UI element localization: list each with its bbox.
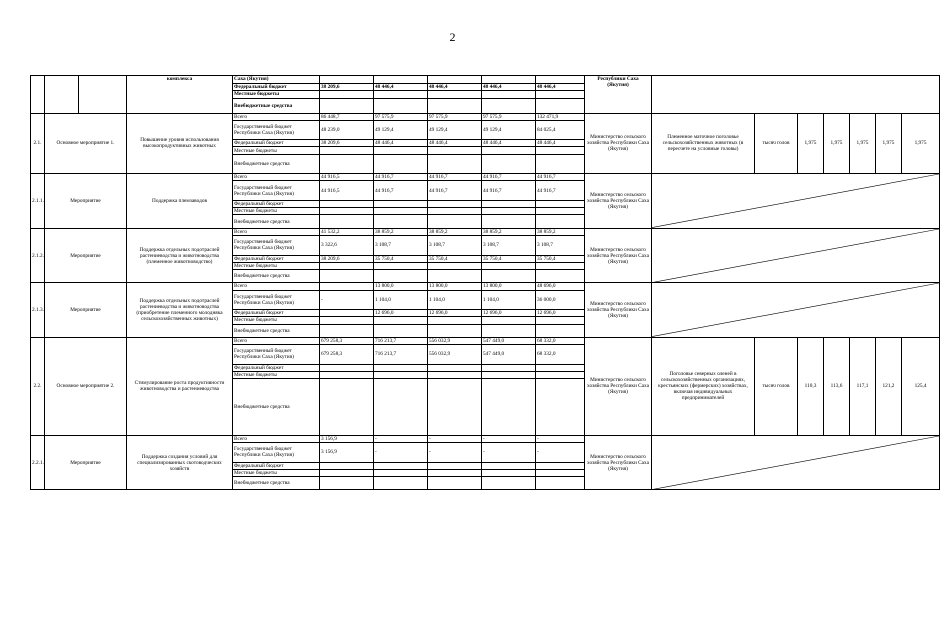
amount-cell	[428, 208, 482, 215]
amount-cell: 12 696,0	[482, 310, 536, 317]
amount-cell: 97 575,9	[428, 113, 482, 120]
amount-cell: -	[482, 435, 536, 442]
amount-cell	[536, 201, 585, 208]
amount-cell: 13 800,0	[374, 283, 428, 290]
amount-cell: 547 449,0	[482, 345, 536, 365]
amount-cell: 48 446,4	[482, 83, 536, 91]
row-code: 2.1.2.	[31, 228, 45, 283]
funding-source: Внебюджетные средства	[233, 269, 320, 282]
indicator-value: 117,1	[850, 337, 876, 435]
amount-cell	[374, 379, 428, 436]
amount-cell	[320, 262, 374, 269]
amount-cell	[320, 324, 374, 337]
funding-source: Всего	[233, 113, 320, 120]
amount-cell	[428, 317, 482, 324]
amount-cell	[374, 262, 428, 269]
amount-cell	[374, 364, 428, 371]
amount-cell	[374, 91, 428, 99]
amount-cell: 3 108,7	[536, 235, 585, 255]
amount-cell: 44 916,7	[428, 174, 482, 181]
amount-cell	[320, 371, 374, 378]
indicator-value: 121,2	[876, 337, 902, 435]
funding-source: Федеральный бюджет	[233, 462, 320, 469]
indicator-value: 1,975	[798, 113, 824, 174]
amount-cell: -	[374, 435, 428, 442]
amount-cell	[320, 208, 374, 215]
amount-cell	[536, 215, 585, 228]
amount-cell	[482, 154, 536, 174]
amount-cell	[428, 469, 482, 476]
amount-cell	[482, 379, 536, 436]
amount-cell: 44 916,7	[428, 181, 482, 201]
row-type: Мероприятие	[45, 228, 127, 283]
amount-cell: 35 750,4	[374, 255, 428, 262]
amount-cell	[536, 469, 585, 476]
executor-cell: Министерство сельского хозяйства Республики Саха (Якутия)	[585, 228, 652, 283]
row-name: Поддержка отдельных подотраслей растениеводства и животноводства (приобретение племенного молодняка сельскохозяйственных животных)	[127, 283, 233, 338]
amount-cell: 716 213,7	[374, 345, 428, 365]
table-row	[31, 283, 940, 290]
amount-cell: 49 129,4	[374, 120, 428, 140]
not-applicable-cell	[652, 228, 940, 283]
amount-cell: 48 446,4	[536, 83, 585, 91]
table-row	[31, 76, 940, 84]
amount-cell	[320, 317, 374, 324]
amount-cell: -	[320, 290, 374, 310]
amount-cell	[374, 371, 428, 378]
amount-cell	[482, 477, 536, 490]
amount-cell: -	[536, 443, 585, 463]
amount-cell	[482, 91, 536, 99]
amount-cell	[482, 208, 536, 215]
amount-cell: 12 696,0	[536, 310, 585, 317]
amount-cell: 48 446,4	[374, 140, 428, 147]
amount-cell	[320, 469, 374, 476]
amount-cell	[374, 269, 428, 282]
row-name: Стимулирование роста продуктивности животноводства и растениеводства	[127, 337, 233, 435]
funding-source: Внебюджетные средства	[233, 477, 320, 490]
amount-cell: 3 156,9	[320, 443, 374, 463]
executor-cell: Министерство сельского хозяйства Республики Саха (Якутия)	[585, 174, 652, 229]
amount-cell	[320, 91, 374, 99]
amount-cell: 679 258,3	[320, 337, 374, 344]
indicator-value: 125,4	[902, 337, 940, 435]
indicator-value: 1,975	[850, 113, 876, 174]
amount-cell: 48 446,4	[374, 83, 428, 91]
amount-cell	[320, 215, 374, 228]
amount-cell: 36 000,0	[536, 290, 585, 310]
section-name: комплекса	[127, 76, 233, 114]
amount-cell: 44 916,7	[374, 174, 428, 181]
amount-cell	[320, 283, 374, 290]
amount-cell	[482, 147, 536, 154]
amount-cell	[374, 76, 428, 84]
amount-cell	[428, 324, 482, 337]
amount-cell	[374, 324, 428, 337]
amount-cell: 38 859,2	[536, 228, 585, 235]
amount-cell: 556 032,9	[428, 345, 482, 365]
amount-cell	[482, 469, 536, 476]
indicator-value: 113,6	[824, 337, 850, 435]
amount-cell: 44 916,7	[374, 181, 428, 201]
amount-cell	[374, 98, 428, 113]
funding-source: Всего	[233, 337, 320, 344]
amount-cell: -	[536, 435, 585, 442]
funding-source: Федеральный бюджет	[233, 255, 320, 262]
row-type: Мероприятие	[45, 283, 127, 338]
funding-source: Всего	[233, 228, 320, 235]
indicator-value: 1,975	[824, 113, 850, 174]
not-applicable-cell	[652, 174, 940, 229]
amount-cell	[482, 269, 536, 282]
amount-cell: 556 032,9	[428, 337, 482, 344]
amount-cell: 41 532,2	[320, 228, 374, 235]
executor-cell: Республики Саха (Якутия)	[585, 76, 652, 114]
table-row	[31, 435, 940, 442]
funding-source: Федеральный бюджет	[233, 310, 320, 317]
funding-source: Государственный бюджет Республики Саха (Якутия)	[233, 235, 320, 255]
amount-cell	[320, 462, 374, 469]
row-code: 2.1.3.	[31, 283, 45, 338]
funding-source: Государственный бюджет Республики Саха (Якутия)	[233, 443, 320, 463]
funding-source: Федеральный бюджет	[233, 83, 320, 91]
amount-cell	[428, 371, 482, 378]
blank-cell	[31, 76, 45, 114]
amount-cell	[428, 147, 482, 154]
amount-cell: 38 859,2	[482, 228, 536, 235]
amount-cell: 3 108,7	[482, 235, 536, 255]
amount-cell	[428, 154, 482, 174]
amount-cell: 13 800,0	[428, 283, 482, 290]
amount-cell	[536, 324, 585, 337]
amount-cell: 97 575,9	[482, 113, 536, 120]
amount-cell	[374, 147, 428, 154]
funding-source: Местные бюджеты	[233, 262, 320, 269]
amount-cell	[428, 215, 482, 228]
amount-cell: 1 104,0	[482, 290, 536, 310]
funding-source: Местные бюджеты	[233, 317, 320, 324]
amount-cell	[320, 147, 374, 154]
funding-source: Местные бюджеты	[233, 147, 320, 154]
amount-cell	[536, 317, 585, 324]
blank-cell	[45, 76, 79, 114]
amount-cell: 49 129,4	[482, 120, 536, 140]
row-code: 2.2.1.	[31, 435, 45, 490]
amount-cell	[536, 98, 585, 113]
indicator-unit: тысяч голов	[755, 113, 798, 174]
amount-cell: 679 258,3	[320, 345, 374, 365]
amount-cell: 68 332,0	[536, 337, 585, 344]
funding-source: Местные бюджеты	[233, 371, 320, 378]
amount-cell	[536, 477, 585, 490]
funding-source: Внебюджетные средства	[233, 98, 320, 113]
amount-cell: 44 916,7	[482, 174, 536, 181]
amount-cell	[536, 147, 585, 154]
amount-cell: 38 209,6	[320, 140, 374, 147]
amount-cell: 44 916,5	[320, 174, 374, 181]
amount-cell	[374, 469, 428, 476]
amount-cell	[320, 364, 374, 371]
amount-cell	[482, 371, 536, 378]
amount-cell: 44 916,7	[536, 181, 585, 201]
funding-source: Внебюджетные средства	[233, 215, 320, 228]
executor-cell: Министерство сельского хозяйства Республики Саха (Якутия)	[585, 435, 652, 490]
amount-cell: 38 859,2	[374, 228, 428, 235]
indicator-name: Племенное маточное поголовье сельскохозяйственных животных (в пересчете на условные головы)	[652, 113, 755, 174]
program-table	[30, 75, 940, 490]
amount-cell	[536, 208, 585, 215]
amount-cell	[320, 154, 374, 174]
executor-cell: Министерство сельского хозяйства Республики Саха (Якутия)	[585, 283, 652, 338]
amount-cell: 1 104,0	[428, 290, 482, 310]
row-type: Основное мероприятие 2.	[45, 337, 127, 435]
amount-cell: 547 449,0	[482, 337, 536, 344]
amount-cell: -	[428, 435, 482, 442]
funding-source: Саха (Якутия)	[233, 76, 320, 84]
funding-source: Местные бюджеты	[233, 469, 320, 476]
amount-cell: 38 209,6	[320, 255, 374, 262]
amount-cell: 38 209,6	[320, 83, 374, 91]
funding-source: Внебюджетные средства	[233, 379, 320, 436]
amount-cell: 48 446,4	[482, 140, 536, 147]
funding-source: Местные бюджеты	[233, 91, 320, 99]
amount-cell	[320, 379, 374, 436]
amount-cell: 3 156,9	[320, 435, 374, 442]
funding-source: Федеральный бюджет	[233, 364, 320, 371]
funding-source: Местные бюджеты	[233, 208, 320, 215]
row-name: Поддержка отдельных подотраслей растениеводства и животноводства (племенное животноводство)	[127, 228, 233, 283]
amount-cell	[536, 379, 585, 436]
funding-source: Государственный бюджет Республики Саха (Якутия)	[233, 290, 320, 310]
amount-cell: 44 916,5	[320, 181, 374, 201]
amount-cell	[536, 262, 585, 269]
amount-cell: 48 696,0	[536, 283, 585, 290]
amount-cell	[536, 91, 585, 99]
amount-cell: 44 916,7	[536, 174, 585, 181]
amount-cell: 44 916,7	[482, 181, 536, 201]
amount-cell: -	[428, 443, 482, 463]
amount-cell: 35 750,4	[536, 255, 585, 262]
amount-cell	[482, 262, 536, 269]
amount-cell: 48 239,0	[320, 120, 374, 140]
funding-source: Федеральный бюджет	[233, 140, 320, 147]
amount-cell: 68 332,0	[536, 345, 585, 365]
amount-cell	[536, 154, 585, 174]
amount-cell: 84 025,4	[536, 120, 585, 140]
amount-cell: 3 322,6	[320, 235, 374, 255]
funding-source: Государственный бюджет Республики Саха (Якутия)	[233, 120, 320, 140]
indicator-unit: тысяч голов	[755, 337, 798, 435]
amount-cell	[374, 317, 428, 324]
amount-cell	[320, 310, 374, 317]
amount-cell	[428, 269, 482, 282]
table-row	[31, 113, 940, 120]
amount-cell	[482, 324, 536, 337]
not-applicable-cell	[652, 435, 940, 490]
amount-cell	[482, 364, 536, 371]
indicator-value: 1,975	[876, 113, 902, 174]
amount-cell	[428, 201, 482, 208]
row-name: Поддержка племзаводов	[127, 174, 233, 229]
amount-cell: 3 108,7	[374, 235, 428, 255]
indicator-value: 110,3	[798, 337, 824, 435]
row-type: Основное мероприятие 1.	[45, 113, 127, 174]
indicator-name: Поголовье северных оленей в сельскохозяйственных организациях, крестьянских (фермерских) хозяйствах, включая индивидуальных предпринимателей	[652, 337, 755, 435]
amount-cell	[482, 76, 536, 84]
funding-source: Всего	[233, 283, 320, 290]
funding-source: Всего	[233, 435, 320, 442]
amount-cell	[536, 371, 585, 378]
amount-cell: 86 448,7	[320, 113, 374, 120]
amount-cell	[374, 215, 428, 228]
amount-cell	[374, 477, 428, 490]
executor-cell: Министерство сельского хозяйства Республики Саха (Якутия)	[585, 113, 652, 174]
amount-cell	[536, 462, 585, 469]
amount-cell	[536, 364, 585, 371]
not-applicable-cell	[652, 283, 940, 338]
table-row	[31, 337, 940, 344]
row-code: 2.1.1.	[31, 174, 45, 229]
amount-cell: -	[482, 443, 536, 463]
amount-cell	[536, 269, 585, 282]
amount-cell	[428, 98, 482, 113]
amount-cell	[428, 76, 482, 84]
amount-cell	[374, 154, 428, 174]
row-code: 2.2.	[31, 337, 45, 435]
amount-cell: 35 750,4	[482, 255, 536, 262]
amount-cell	[320, 477, 374, 490]
row-code: 2.1.	[31, 113, 45, 174]
amount-cell	[374, 208, 428, 215]
amount-cell: 716 213,7	[374, 337, 428, 344]
amount-cell	[374, 462, 428, 469]
amount-cell: 97 575,9	[374, 113, 428, 120]
amount-cell	[482, 98, 536, 113]
funding-source: Государственный бюджет Республики Саха (Якутия)	[233, 181, 320, 201]
amount-cell: 3 108,7	[428, 235, 482, 255]
row-type: Мероприятие	[45, 174, 127, 229]
amount-cell	[482, 317, 536, 324]
indicator-value: 1,975	[902, 113, 940, 174]
funding-source: Федеральный бюджет	[233, 201, 320, 208]
amount-cell: 49 129,4	[428, 120, 482, 140]
table-row	[31, 174, 940, 181]
amount-cell	[320, 76, 374, 84]
blank-cell	[79, 76, 127, 114]
funding-source: Внебюджетные средства	[233, 324, 320, 337]
amount-cell: 13 800,0	[482, 283, 536, 290]
amount-cell	[428, 262, 482, 269]
row-name: Поддержка создания условий для специализированных скотоводческих хозяйств	[127, 435, 233, 490]
amount-cell	[320, 269, 374, 282]
amount-cell	[536, 76, 585, 84]
amount-cell: 35 750,4	[428, 255, 482, 262]
amount-cell	[374, 201, 428, 208]
amount-cell	[482, 201, 536, 208]
amount-cell	[428, 364, 482, 371]
funding-source: Внебюджетные средства	[233, 154, 320, 174]
amount-cell: 12 696,0	[428, 310, 482, 317]
amount-cell: 1 104,0	[374, 290, 428, 310]
funding-source: Государственный бюджет Республики Саха (Якутия)	[233, 345, 320, 365]
amount-cell	[320, 201, 374, 208]
page-number: 2	[449, 30, 456, 44]
amount-cell	[320, 98, 374, 113]
amount-cell: 48 446,4	[428, 83, 482, 91]
funding-source: Всего	[233, 174, 320, 181]
blank-cell	[652, 76, 940, 114]
amount-cell	[428, 379, 482, 436]
amount-cell	[482, 462, 536, 469]
amount-cell: -	[374, 443, 428, 463]
amount-cell	[428, 462, 482, 469]
amount-cell: 12 696,0	[374, 310, 428, 317]
row-name: Повышение уровня использования высокопродуктивных животных	[127, 113, 233, 174]
amount-cell	[428, 477, 482, 490]
amount-cell: 48 446,4	[428, 140, 482, 147]
amount-cell	[482, 215, 536, 228]
executor-cell: Министерство сельского хозяйства Республики Саха (Якутия)	[585, 337, 652, 435]
table-row	[31, 228, 940, 235]
amount-cell	[428, 91, 482, 99]
amount-cell: 38 859,2	[428, 228, 482, 235]
amount-cell: 48 446,4	[536, 140, 585, 147]
amount-cell: 132 471,9	[536, 113, 585, 120]
row-type: Мероприятие	[45, 435, 127, 490]
